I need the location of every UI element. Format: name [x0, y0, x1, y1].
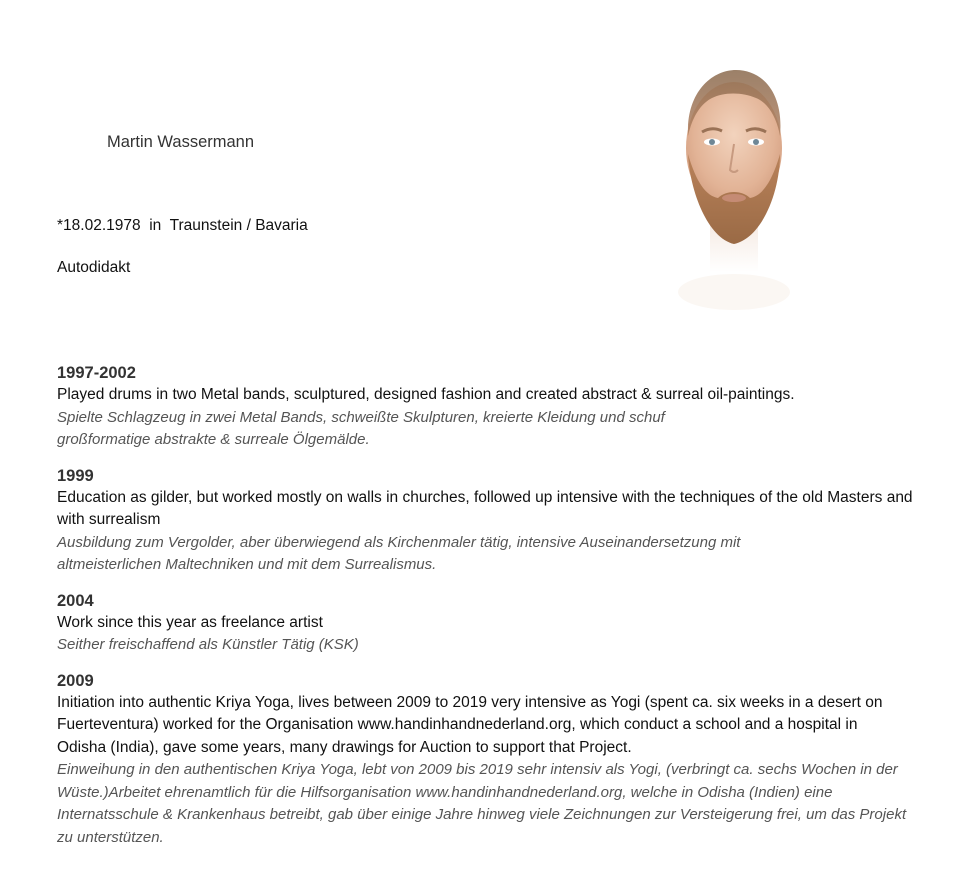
entry-2004	[57, 591, 917, 657]
person-name: Martin Wassermann	[107, 133, 255, 151]
entry-year: 2009	[57, 671, 94, 690]
entry-1997-2002	[57, 363, 917, 452]
autodidakt-label: Autodidakt	[57, 259, 131, 276]
entry-2009	[57, 671, 917, 850]
entry-text-german: Einweihung in den authentischen Kriya Yoga, lebt von 2009 bis 2019 sehr intensiv als Yogi, (verbringt ca. sechs Wochen in der Wüste.)Arbeitet ehrenamtlich für die Hilfsorganisation www.handinhandnederland.org, welche in Odisha (Indien) eine Internatsschule & Krankenhaus betreibt, gab über einige Jahre hinweg viele Zeichnungen zur Versteigerung frei, um das Projekt zu unterstützen.	[57, 761, 907, 846]
entry-text-english: Education as gilder, but worked mostly on walls in churches, followed up intensive with the techniques of the old Masters and with surrealism	[57, 488, 913, 528]
birth-info: *18.02.1978 in Traunstein / Bavaria	[57, 217, 308, 234]
entry-text-english: Initiation into authentic Kriya Yoga, lives between 2009 to 2019 very intensive as Yogi (spent ca. six weeks in a desert on Fuerteventura) worked for the Organisation www.handinhandnederland.org, which conduct a school and a hospital in Odisha (India), gave some years, many drawings for Auction to support that Project.	[57, 693, 883, 756]
biography-list	[57, 363, 917, 863]
entry-text-english: Played drums in two Metal bands, sculptured, designed fashion and created abstract & surreal oil-paintings.	[57, 386, 795, 403]
entry-text-german: Ausbildung zum Vergolder, aber überwiegend als Kirchenmaler tätig, intensive Auseinandersetzung mit altmeisterlichen Maltechniken und mit dem Surrealismus.	[57, 533, 741, 573]
entry-text-german: Seither freischaffend als Künstler Tätig (KSK)	[57, 636, 359, 653]
entry-1999	[57, 466, 917, 577]
entry-year: 1997-2002	[57, 364, 136, 382]
entry-text-english: Work since this year as freelance artist	[57, 613, 323, 631]
portrait-photo	[672, 62, 796, 310]
entry-text-german: Spielte Schlagzeug in zwei Metal Bands, schweißte Skulpturen, kreierte Kleidung und schuf großformatige abstrakte & surreale Ölgemälde.	[57, 408, 665, 448]
entry-year: 1999	[57, 466, 94, 485]
entry-year: 2004	[57, 591, 94, 610]
